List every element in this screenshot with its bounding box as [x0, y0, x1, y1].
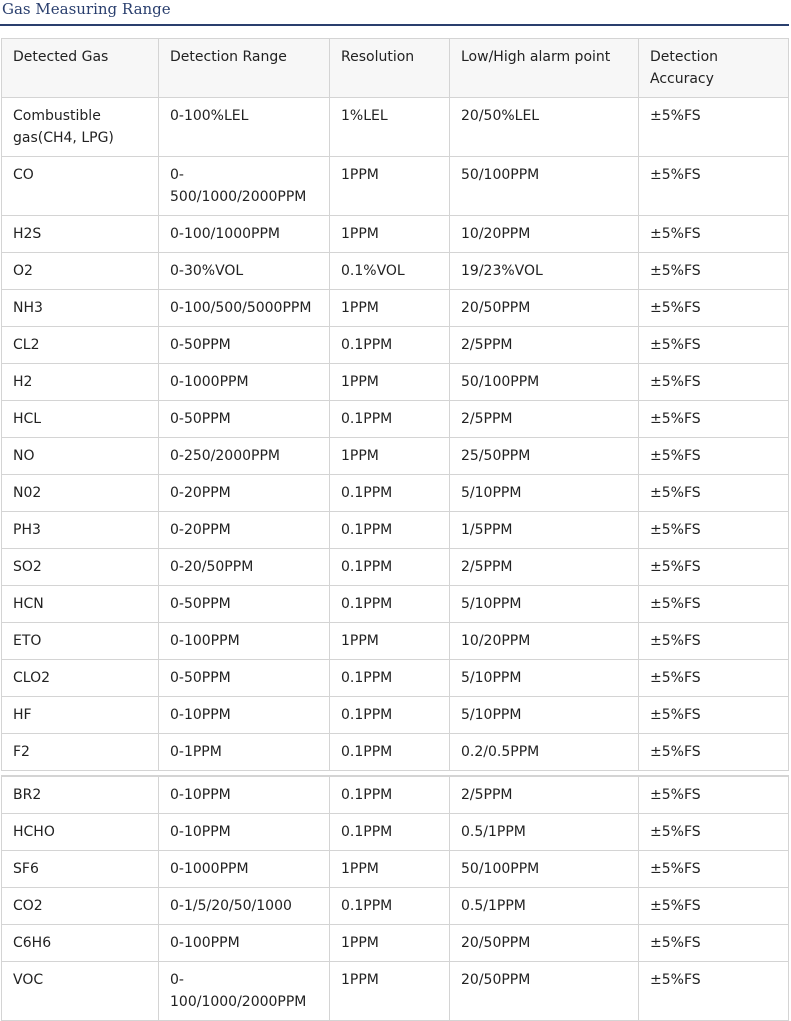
- resolution-cell: 0.1PPM: [329, 586, 449, 622]
- alarm-point-cell: 2/5PPM: [449, 401, 638, 437]
- resolution-cell: 0.1PPM: [329, 549, 449, 585]
- detected-gas-cell: CLO2: [1, 660, 158, 696]
- detection-range-cell: 0-10PPM: [158, 697, 329, 733]
- detection-range-cell: 0-20PPM: [158, 475, 329, 511]
- detected-gas-cell: PH3: [1, 512, 158, 548]
- detected-gas-cell: NH3: [1, 290, 158, 326]
- table-row: [1, 586, 789, 623]
- detection-accuracy-cell: ±5%FS: [638, 549, 789, 585]
- table-row: [1, 660, 789, 697]
- detected-gas-cell: CO2: [1, 888, 158, 924]
- detection-accuracy-cell: ±5%FS: [638, 777, 789, 813]
- detection-accuracy-cell: ±5%FS: [638, 623, 789, 659]
- resolution-cell: 0.1PPM: [329, 888, 449, 924]
- resolution-cell: 1PPM: [329, 438, 449, 474]
- header-detected-gas: Detected Gas: [1, 39, 158, 97]
- detection-range-cell: 0-100/1000PPM: [158, 216, 329, 252]
- detection-accuracy-cell: ±5%FS: [638, 253, 789, 289]
- alarm-point-cell: 20/50PPM: [449, 290, 638, 326]
- detection-range-cell: 0-500/1000/2000PPM: [158, 157, 329, 215]
- detection-accuracy-cell: ±5%FS: [638, 512, 789, 548]
- table-row: [1, 290, 789, 327]
- table-row: [1, 364, 789, 401]
- header-alarm-point: Low/High alarm point: [449, 39, 638, 97]
- detection-accuracy-cell: ±5%FS: [638, 697, 789, 733]
- resolution-cell: 0.1PPM: [329, 660, 449, 696]
- detection-range-cell: 0-100PPM: [158, 925, 329, 961]
- resolution-cell: 1PPM: [329, 962, 449, 1020]
- section-heading: [0, 0, 789, 26]
- detected-gas-cell: BR2: [1, 777, 158, 813]
- alarm-point-cell: 20/50%LEL: [449, 98, 638, 156]
- detection-range-cell: 0-50PPM: [158, 586, 329, 622]
- detection-accuracy-cell: ±5%FS: [638, 290, 789, 326]
- table-row: [1, 157, 789, 216]
- resolution-cell: 0.1PPM: [329, 327, 449, 363]
- table-row: [1, 851, 789, 888]
- detection-range-cell: 0-50PPM: [158, 660, 329, 696]
- detection-range-cell: 0-20PPM: [158, 512, 329, 548]
- detection-accuracy-cell: ±5%FS: [638, 660, 789, 696]
- detection-range-cell: 0-50PPM: [158, 401, 329, 437]
- detected-gas-cell: HCL: [1, 401, 158, 437]
- table-row: [1, 888, 789, 925]
- resolution-cell: 1%LEL: [329, 98, 449, 156]
- detected-gas-cell: HF: [1, 697, 158, 733]
- detection-range-cell: 0-50PPM: [158, 327, 329, 363]
- alarm-point-cell: 10/20PPM: [449, 216, 638, 252]
- detection-range-cell: 0-1000PPM: [158, 851, 329, 887]
- alarm-point-cell: 0.2/0.5PPM: [449, 734, 638, 770]
- detection-accuracy-cell: ±5%FS: [638, 364, 789, 400]
- detected-gas-cell: HCHO: [1, 814, 158, 850]
- alarm-point-cell: 10/20PPM: [449, 623, 638, 659]
- resolution-cell: 0.1%VOL: [329, 253, 449, 289]
- resolution-cell: 1PPM: [329, 290, 449, 326]
- resolution-cell: 0.1PPM: [329, 512, 449, 548]
- resolution-cell: 0.1PPM: [329, 734, 449, 770]
- resolution-cell: 1PPM: [329, 216, 449, 252]
- detection-accuracy-cell: ±5%FS: [638, 475, 789, 511]
- detected-gas-cell: C6H6: [1, 925, 158, 961]
- detection-range-cell: 0-10PPM: [158, 814, 329, 850]
- detection-accuracy-cell: ±5%FS: [638, 157, 789, 215]
- alarm-point-cell: 5/10PPM: [449, 697, 638, 733]
- resolution-cell: 0.1PPM: [329, 814, 449, 850]
- detected-gas-cell: CO: [1, 157, 158, 215]
- resolution-cell: 0.1PPM: [329, 401, 449, 437]
- alarm-point-cell: 2/5PPM: [449, 777, 638, 813]
- table-row: [1, 814, 789, 851]
- detected-gas-cell: F2: [1, 734, 158, 770]
- detected-gas-cell: ETO: [1, 623, 158, 659]
- detection-accuracy-cell: ±5%FS: [638, 586, 789, 622]
- detected-gas-cell: H2: [1, 364, 158, 400]
- alarm-point-cell: 0.5/1PPM: [449, 888, 638, 924]
- detection-range-cell: 0-10PPM: [158, 777, 329, 813]
- detected-gas-cell: SO2: [1, 549, 158, 585]
- alarm-point-cell: 19/23%VOL: [449, 253, 638, 289]
- table-row: [1, 775, 789, 814]
- detection-accuracy-cell: ±5%FS: [638, 401, 789, 437]
- detection-accuracy-cell: ±5%FS: [638, 216, 789, 252]
- alarm-point-cell: 2/5PPM: [449, 549, 638, 585]
- table-row: [1, 98, 789, 157]
- detection-accuracy-cell: ±5%FS: [638, 962, 789, 1020]
- alarm-point-cell: 25/50PPM: [449, 438, 638, 474]
- table-row: [1, 512, 789, 549]
- resolution-cell: 0.1PPM: [329, 475, 449, 511]
- alarm-point-cell: 20/50PPM: [449, 925, 638, 961]
- detection-accuracy-cell: ±5%FS: [638, 925, 789, 961]
- detected-gas-cell: N02: [1, 475, 158, 511]
- alarm-point-cell: 50/100PPM: [449, 157, 638, 215]
- header-detection-range: Detection Range: [158, 39, 329, 97]
- resolution-cell: 1PPM: [329, 925, 449, 961]
- alarm-point-cell: 2/5PPM: [449, 327, 638, 363]
- detected-gas-cell: Combustible gas(CH4, LPG): [1, 98, 158, 156]
- detection-range-cell: 0-100PPM: [158, 623, 329, 659]
- detection-range-cell: 0-1000PPM: [158, 364, 329, 400]
- detection-accuracy-cell: ±5%FS: [638, 98, 789, 156]
- header-resolution: Resolution: [329, 39, 449, 97]
- alarm-point-cell: 1/5PPM: [449, 512, 638, 548]
- detected-gas-cell: VOC: [1, 962, 158, 1020]
- detection-accuracy-cell: ±5%FS: [638, 851, 789, 887]
- page-title: Gas Measuring Range: [2, 0, 171, 18]
- alarm-point-cell: 50/100PPM: [449, 851, 638, 887]
- alarm-point-cell: 0.5/1PPM: [449, 814, 638, 850]
- resolution-cell: 0.1PPM: [329, 697, 449, 733]
- table-row: [1, 327, 789, 364]
- detection-range-cell: 0-30%VOL: [158, 253, 329, 289]
- detection-accuracy-cell: ±5%FS: [638, 438, 789, 474]
- detected-gas-cell: NO: [1, 438, 158, 474]
- table-row: [1, 401, 789, 438]
- table-row: [1, 475, 789, 512]
- detection-accuracy-cell: ±5%FS: [638, 888, 789, 924]
- table-header-row: [1, 38, 789, 98]
- resolution-cell: 0.1PPM: [329, 777, 449, 813]
- detected-gas-cell: HCN: [1, 586, 158, 622]
- detection-range-cell: 0-100%LEL: [158, 98, 329, 156]
- table-row: [1, 438, 789, 475]
- detected-gas-cell: CL2: [1, 327, 158, 363]
- detected-gas-cell: O2: [1, 253, 158, 289]
- table-row: [1, 734, 789, 771]
- detection-accuracy-cell: ±5%FS: [638, 814, 789, 850]
- detected-gas-cell: H2S: [1, 216, 158, 252]
- resolution-cell: 1PPM: [329, 364, 449, 400]
- table-row: [1, 623, 789, 660]
- resolution-cell: 1PPM: [329, 851, 449, 887]
- resolution-cell: 1PPM: [329, 623, 449, 659]
- detection-range-cell: 0-1/5/20/50/1000: [158, 888, 329, 924]
- table-row: [1, 925, 789, 962]
- alarm-point-cell: 5/10PPM: [449, 475, 638, 511]
- gas-measuring-range-table: [1, 38, 789, 1021]
- table-row: [1, 697, 789, 734]
- resolution-cell: 1PPM: [329, 157, 449, 215]
- detection-range-cell: 0-250/2000PPM: [158, 438, 329, 474]
- table-row: [1, 962, 789, 1021]
- table-row: [1, 253, 789, 290]
- alarm-point-cell: 5/10PPM: [449, 586, 638, 622]
- alarm-point-cell: 5/10PPM: [449, 660, 638, 696]
- detection-range-cell: 0-20/50PPM: [158, 549, 329, 585]
- detection-range-cell: 0-100/1000/2000PPM: [158, 962, 329, 1020]
- header-detection-accuracy: Detection Accuracy: [638, 39, 789, 97]
- table-row: [1, 549, 789, 586]
- alarm-point-cell: 20/50PPM: [449, 962, 638, 1020]
- detection-range-cell: 0-1PPM: [158, 734, 329, 770]
- detection-accuracy-cell: ±5%FS: [638, 734, 789, 770]
- detected-gas-cell: SF6: [1, 851, 158, 887]
- detection-range-cell: 0-100/500/5000PPM: [158, 290, 329, 326]
- detection-accuracy-cell: ±5%FS: [638, 327, 789, 363]
- alarm-point-cell: 50/100PPM: [449, 364, 638, 400]
- table-row: [1, 216, 789, 253]
